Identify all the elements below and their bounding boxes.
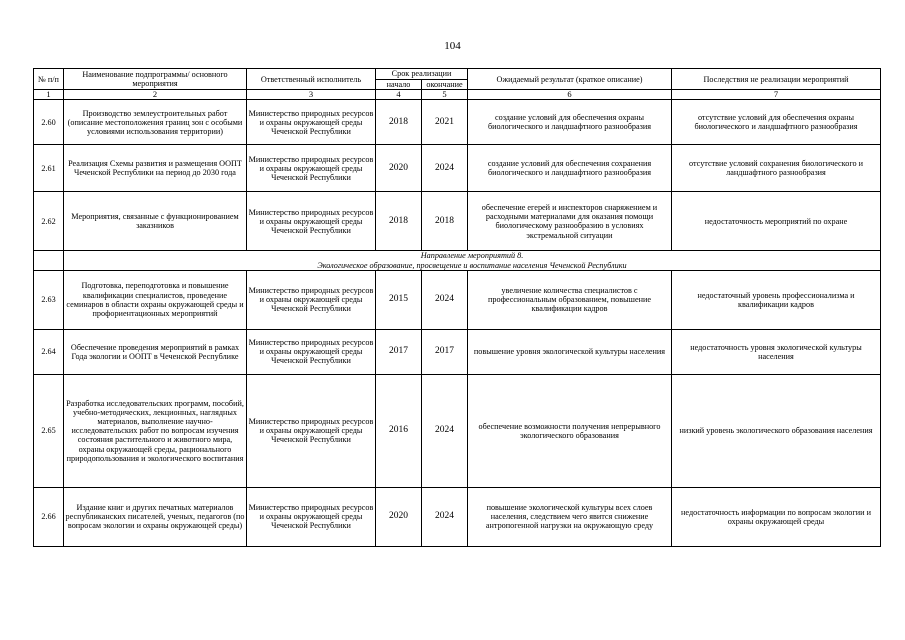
section-empty-cell <box>34 251 64 270</box>
measures-table <box>33 68 881 547</box>
table-row <box>34 487 881 546</box>
row-consequences: отсутствие условий сохранения биологического и ландшафтного разнообразия <box>672 145 881 192</box>
table-row <box>34 192 881 251</box>
row-executor: Министерство природных ресурсов и охраны окружающей среды Чеченской Республики <box>247 192 376 251</box>
row-end-year: 2017 <box>422 329 468 374</box>
row-end-year: 2024 <box>422 145 468 192</box>
row-end-year: 2018 <box>422 192 468 251</box>
row-num: 2.64 <box>34 329 64 374</box>
row-result: повышение экологической культуры всех слоев населения, следствием чего явится снижение антропогенной нагрузки на окружающую среду <box>468 487 672 546</box>
row-end-year: 2024 <box>422 374 468 487</box>
header-consequences: Последствия не реализации мероприятий <box>672 69 881 90</box>
row-consequences: недостаточность уровня экологической культуры населения <box>672 329 881 374</box>
row-name: Производство землеустроительных работ (описание местоположения границ зон с особыми условиями использования территории) <box>64 100 247 145</box>
row-result: повышение уровня экологической культуры населения <box>468 329 672 374</box>
row-name: Реализация Схемы развития и размещения ООПТ Чеченской Республики на период до 2030 года <box>64 145 247 192</box>
row-executor: Министерство природных ресурсов и охраны окружающей среды Чеченской Республики <box>247 487 376 546</box>
row-num: 2.61 <box>34 145 64 192</box>
table-row <box>34 329 881 374</box>
column-number: 6 <box>468 90 672 100</box>
column-number: 2 <box>64 90 247 100</box>
row-result: обеспечение возможности получения непрерывного экологического образования <box>468 374 672 487</box>
row-start-year: 2020 <box>376 487 422 546</box>
row-consequences: отсутствие условий для обеспечения охраны биологического и ландшафтного разнообразия <box>672 100 881 145</box>
row-num: 2.62 <box>34 192 64 251</box>
row-executor: Министерство природных ресурсов и охраны окружающей среды Чеченской Республики <box>247 100 376 145</box>
column-number: 3 <box>247 90 376 100</box>
row-executor: Министерство природных ресурсов и охраны окружающей среды Чеченской Республики <box>247 270 376 329</box>
row-executor: Министерство природных ресурсов и охраны окружающей среды Чеченской Республики <box>247 329 376 374</box>
row-end-year: 2024 <box>422 487 468 546</box>
row-consequences: недостаточность мероприятий по охране <box>672 192 881 251</box>
row-name: Мероприятия, связанные с функционированием заказников <box>64 192 247 251</box>
table-row <box>34 100 881 145</box>
row-executor: Министерство природных ресурсов и охраны окружающей среды Чеченской Республики <box>247 145 376 192</box>
header-name: Наименование подпрограммы/ основного мероприятия <box>64 69 247 90</box>
row-name: Обеспечение проведения мероприятий в рамках Года экологии и ООПТ в Чеченской Республике <box>64 329 247 374</box>
section-title-line2: Экологическое образование, просвещение и воспитание населения Чеченской Республики <box>317 260 627 270</box>
row-result: создание условий для обеспечения сохранения биологического и ландшафтного разнообразия <box>468 145 672 192</box>
row-name: Разработка исследовательских программ, пособий, учебно-методических, лекционных, наглядных материалов, выполнение научно-исследовательских работ по вопросам изучения состояния растительного и животного мира, охраны окружающей среды, рационального природопользования и экологического воспитания <box>64 374 247 487</box>
row-consequences: недостаточность информации по вопросам экологии и охраны окружающей среды <box>672 487 881 546</box>
table-row <box>34 145 881 192</box>
row-end-year: 2021 <box>422 100 468 145</box>
header-period: Срок реализации <box>376 69 468 80</box>
row-num: 2.60 <box>34 100 64 145</box>
row-executor: Министерство природных ресурсов и охраны окружающей среды Чеченской Республики <box>247 374 376 487</box>
row-start-year: 2017 <box>376 329 422 374</box>
row-num: 2.65 <box>34 374 64 487</box>
column-number: 1 <box>34 90 64 100</box>
row-num: 2.66 <box>34 487 64 546</box>
section-header-row <box>34 251 881 270</box>
row-name: Издание книг и других печатных материалов республиканских писателей, ученых, педагогов (по вопросам экологии и охраны окружающей среды) <box>64 487 247 546</box>
row-consequences: недостаточный уровень профессионализма и квалификации кадров <box>672 270 881 329</box>
header-executor: Ответственный исполнитель <box>247 69 376 90</box>
column-number: 5 <box>422 90 468 100</box>
header-num: № п/п <box>34 69 64 90</box>
row-start-year: 2015 <box>376 270 422 329</box>
row-start-year: 2016 <box>376 374 422 487</box>
column-number: 4 <box>376 90 422 100</box>
row-num: 2.63 <box>34 270 64 329</box>
section-title-line1: Направление мероприятий 8. <box>420 251 524 261</box>
table-row <box>34 270 881 329</box>
row-start-year: 2018 <box>376 100 422 145</box>
page-number: 104 <box>444 40 461 52</box>
row-result: создание условий для обеспечения охраны биологического и ландшафтного разнообразия <box>468 100 672 145</box>
row-start-year: 2020 <box>376 145 422 192</box>
row-name: Подготовка, переподготовка и повышение квалификации специалистов, проведение семинаров в области охраны окружающей среды и профориентационных мероприятий <box>64 270 247 329</box>
section-title <box>64 251 881 270</box>
row-consequences: низкий уровень экологического образования населения <box>672 374 881 487</box>
table-row <box>34 374 881 487</box>
column-number: 7 <box>672 90 881 100</box>
header-start: начало <box>376 80 422 90</box>
header-row <box>34 69 881 80</box>
row-start-year: 2018 <box>376 192 422 251</box>
column-numbers-row <box>34 90 881 100</box>
header-result: Ожидаемый результат (краткое описание) <box>468 69 672 90</box>
row-result: обеспечение егерей и инспекторов снаряжением и расходными материалами для оказания помощи биологическому разнообразию в условиях экстремальной ситуации <box>468 192 672 251</box>
header-end: окончание <box>422 80 468 90</box>
row-result: увеличение количества специалистов с профессиональным образованием, повышение квалификации кадров <box>468 270 672 329</box>
row-end-year: 2024 <box>422 270 468 329</box>
